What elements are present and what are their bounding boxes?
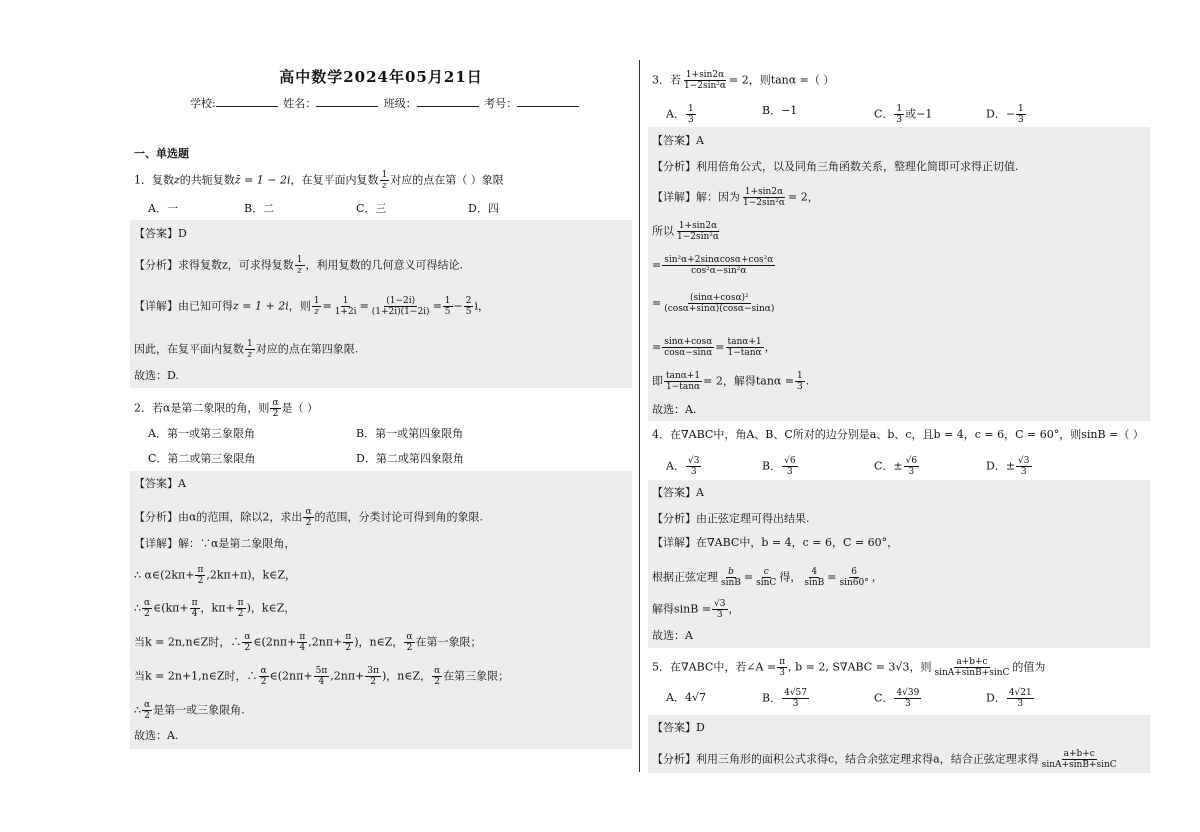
q2-option-b: B．第一或第四象限角 [356,427,464,440]
q3-detail-5: = $\frac{\sin\alpha+\cos\alpha}{\cos\alpha-\sin\alpha}$ = $\frac{\tan\alpha+1}{1-\tan\alpha}$ ， [652,337,776,358]
q3-option-a: A． $\frac{1}{3}$ [666,104,694,125]
q3-detail-6: 即 $\frac{\tan\alpha+1}{1-\tan\alpha}$ = 2，解得tanα = $\frac{1}{3}$ . [652,371,810,392]
q3-option-d: D．− $\frac{1}{3}$ [986,104,1024,125]
q3-detail-4: = $\frac{\text{(sinα+cosα)²}}{(\cos\alpha+\sin\alpha)(\cos\alpha-\sin\alpha)}$ [652,293,775,314]
q3-option-c: C． $\frac{1}{3}$ 或−1 [874,104,933,125]
q3-detail-1: 【详解】解：因为 $\frac{1+\sin 2\alpha}{\text{1−2sin²α}}$ = 2， [652,187,819,208]
q2-choice: 故选：A. [134,729,179,742]
q2-detail-1: 【详解】解：∵α是第二象限角， [134,537,296,550]
q1-option-c: C．三 [356,202,387,215]
q4-stem: 4．在∇ABC中，角A、B、C所对的边分别是a、b、c，且b = 4，c = 6，C = 60°，则sinB =（ ） [652,428,1144,441]
q4-option-a: A． $\frac{√3}{3}$ [666,456,700,477]
page-title: 高中数学2024年05月21日 [279,68,483,86]
q3-detail-2: 所以 $\frac{1+\sin 2\alpha}{\text{1−2sin²α}}$ [652,221,719,242]
q3-stem: 3．若 $\frac{1+\sin 2\alpha}{\text{1−2sin²α}}$ = 2，则tanα =（ ） [652,70,835,91]
q3-option-b: B．−1 [762,104,798,117]
q4-option-c: C．± $\frac{√6}{3}$ [874,456,918,477]
q4-detail-1: 【详解】在∇ABC中，b = 4，c = 6，C = 60°， [652,536,899,549]
q2-option-c: C．第二或第三象限角 [148,452,256,465]
q2-detail-5: 当k = 2n+1,n∈Z时，∴ $\frac{\alpha}{2}$ ∈(2nπ+ $\frac{5\pi}{4}$ ,2nπ+ $\frac{3\pi}{2}$ )，n∈Z， $\frac{\alpha}{2}$ 在第三象限； [134,666,510,687]
q4-analysis: 【分析】由正弦定理可得出结果. [652,512,810,525]
q1-option-d: D．四 [468,202,499,215]
q2-option-a: A．第一或第三象限角 [148,427,255,440]
q2-option-d: D．第二或第四象限角 [356,452,464,465]
class-label: 班级： [383,97,417,110]
q4-answer: 【答案】A [652,486,704,499]
q1-option-b: B．二 [244,202,275,215]
section-heading: 一、单选题 [134,147,189,160]
q4-option-b: B． $\frac{√6}{3}$ [762,456,796,477]
q5-option-b: B． $\frac{4√57}{3}$ [762,688,808,709]
q2-analysis: 【分析】由α的范围，除以2，求出 $\frac{\alpha}{2}$ 的范围，分类讨论可得到角的象限. [134,507,484,528]
q1-answer: 【答案】D [134,227,187,240]
q2-detail-3: ∴ $\frac{\alpha}{2}$ ∈(kπ+ $\frac{\pi}{4}$ ，kπ+ $\frac{\pi}{2}$ )，k∈Z， [134,598,296,619]
q4-choice: 故选：A [652,629,693,642]
q3-analysis: 【分析】利用倍角公式，以及同角三角函数关系，整理化简即可求得正切值. [652,160,1019,173]
q5-analysis: 【分析】利用三角形的面积公式求得c，结合余弦定理求得a，结合正弦定理求得 $\frac{a+b+c}{\sin A+\sin B+\sin C}$ [652,749,1117,770]
q2-detail-2: ∴ α∈(2kπ+ $\frac{\pi}{2}$ ,2kπ+π)，k∈Z， [134,565,296,586]
q4-option-d: D．± $\frac{√3}{3}$ [986,456,1030,477]
q1-analysis: 【分析】求得复数z，可求得复数 $\frac{1}{z}$ ，利用复数的几何意义可得结论. [134,255,464,276]
q1-choice: 故选：D. [134,369,179,382]
student-info-row [190,95,581,111]
q5-stem: 5．在∇ABC中，若∠A = $\frac{\pi}{3}$ , b = 2, S∇ABC = 3√3，则 $\frac{a+b+c}{\sin A+\sin B+\sin C}$ 的值为 [652,657,1046,678]
q4-detail-3: 解得sinB = $\frac{√3}{3}$ ， [652,599,740,620]
q3-detail-3: = $\frac{\text{sin²α+2sinαcosα+cos²α}}{\text{cos²α−sin²α}}$ [652,255,774,276]
q4-detail-2: 根据正弦定理 $\frac{b}{\sin B}$ = $\frac{c}{\sin C}$ 得， $\frac{4}{\sin B}$ = $\frac{6}{\sin 60^\circ}$ ， [652,567,883,588]
column-divider [639,60,640,772]
school-label: 学校: [190,97,216,110]
q1-option-a: A．一 [148,202,178,215]
q5-option-c: C． $\frac{4√39}{3}$ [874,688,920,709]
school-blank[interactable] [216,96,278,107]
q1-conclusion: 因此，在复平面内复数 $\frac{1}{z}$ 对应的点在第四象限. [134,339,359,360]
class-blank[interactable] [417,96,479,107]
q1-detail: 【详解】由已知可得z = 1 + 2i，则 $\frac{1}{z}$ = $\frac{1}{1+2i}$ = $\frac{(1-2i)}{(1+2i)(1-2i)}$ = $\frac{1}{5}$ − $\frac{2}{5}$ i， [134,296,490,317]
q5-option-a: A．4√7 [666,691,706,704]
q2-detail-6: ∴ $\frac{\alpha}{2}$ 是第一或三象限角. [134,700,245,721]
q4-solution-panel [648,480,1150,648]
name-blank[interactable] [316,96,378,107]
name-label: 姓名： [283,97,317,110]
exam-no-label: 考号： [484,97,518,110]
q2-answer: 【答案】A [134,477,186,490]
q5-answer: 【答案】D [652,721,705,734]
q5-option-d: D． $\frac{4√21}{3}$ [986,688,1032,709]
q2-detail-4: 当k = 2n,n∈Z时，∴ $\frac{\alpha}{2}$ ∈(2nπ+ $\frac{\pi}{4}$ ,2nπ+ $\frac{\pi}{2}$ )，n∈Z， $\frac{\alpha}{2}$ 在第一象限； [134,632,482,653]
exam-no-blank[interactable] [517,96,579,107]
q3-answer: 【答案】A [652,134,704,147]
q2-stem: 2．若α是第二象限的角，则 $\frac{\alpha}{2}$ 是（ ） [134,398,319,419]
q1-stem: 1．复数z的共轭复数z̄ = 1 − 2i，在复平面内复数 $\frac{1}{z}$ 对应的点在第（ ）象限 [134,170,504,191]
q3-choice: 故选：A. [652,403,697,416]
